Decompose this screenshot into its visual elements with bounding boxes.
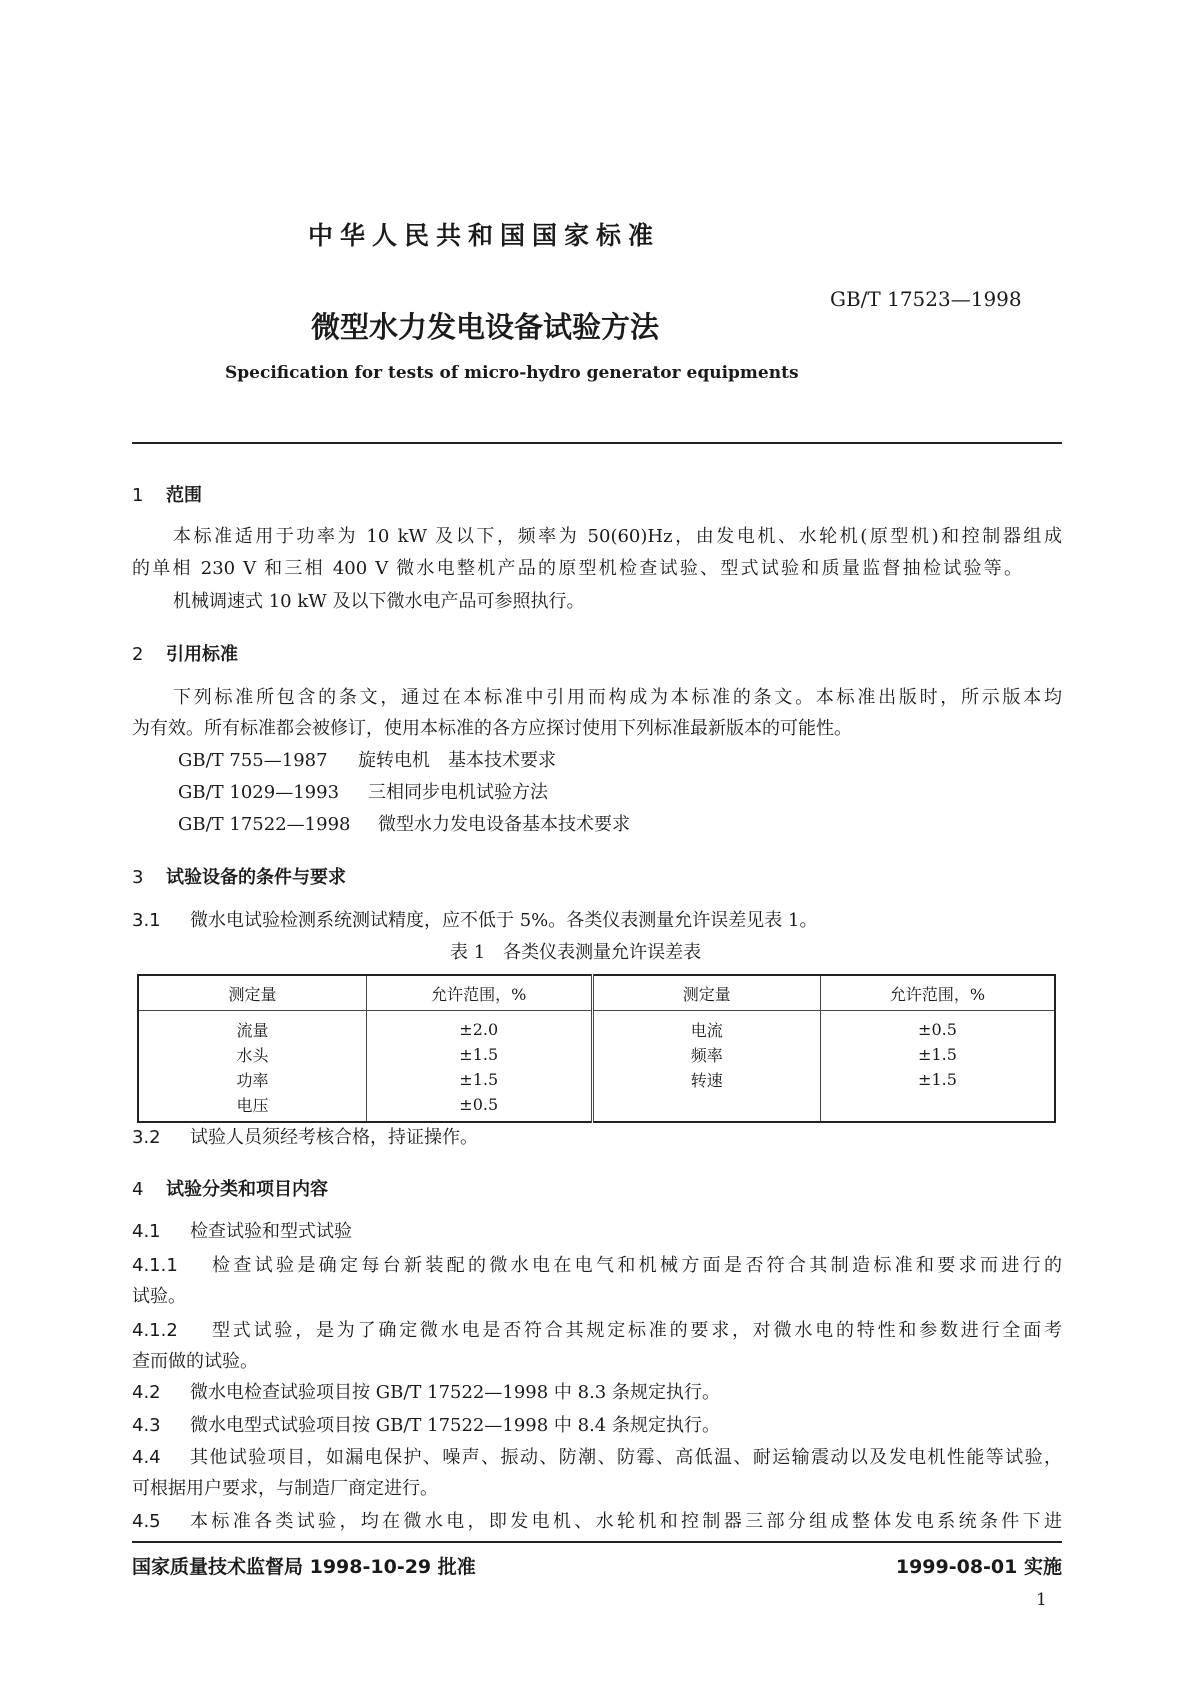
section-3-heading: 3 试验设备的条件与要求 — [132, 867, 346, 888]
table-cell: ±0.5 — [366, 1092, 592, 1122]
paragraph-line: 机械调速式 10 kW 及以下微水电产品可参照执行。 — [173, 591, 585, 612]
clause-3-2: 3.2 试验人员须经考核合格，持证操作。 — [132, 1127, 478, 1148]
table-cell: ±2.0 — [366, 1011, 592, 1043]
page-number: 1 — [1036, 1590, 1047, 1610]
table-cell: ±1.5 — [820, 1042, 1055, 1067]
table-row — [138, 1092, 1055, 1122]
clause-4-5: 4.5 本标准各类试验，均在微水电，即发电机、水轮机和控制器三部分组成整体发电系统条件下进 — [132, 1511, 1062, 1532]
org-title: 中华人民共和国国家标准 — [308, 221, 661, 250]
table-cell: ±1.5 — [820, 1067, 1055, 1092]
table-cell: 频率 — [592, 1042, 820, 1067]
table-cell: 功率 — [236, 1071, 269, 1090]
table-row — [138, 1011, 1055, 1043]
paragraph-line: 的单相 230 V 和三相 400 V 微水电整机产品的原型机检查试验、型式试验和质量监督抽检试验等。 — [132, 558, 1022, 579]
tolerance-table — [137, 974, 1056, 1123]
paragraph-line: 查而做的试验。 — [132, 1351, 258, 1372]
table-header-row — [138, 975, 1055, 1011]
section-2-heading: 2 引用标准 — [132, 644, 238, 665]
reference-item: GB/T 17522—1998 微型水力发电设备基本技术要求 — [178, 814, 630, 835]
table-cell: ±0.5 — [820, 1011, 1055, 1043]
table-cell: ±1.5 — [366, 1042, 592, 1067]
table-caption: 表 1 各类仪表测量允许误差表 — [450, 942, 702, 963]
section-4-heading: 4 试验分类和项目内容 — [132, 1179, 328, 1200]
reference-item: GB/T 1029—1993 三相同步电机试验方法 — [178, 782, 548, 803]
table-row — [138, 1067, 1055, 1092]
table-header-cell: 测定量 — [592, 975, 820, 1011]
clause-4-4: 4.4 其他试验项目，如漏电保护、噪声、振动、防潮、防霉、高低温、耐运输震动以及发电机性能等试验， — [132, 1447, 1062, 1468]
clause-3-1: 3.1 微水电试验检测系统测试精度，应不低于 5%。各类仪表测量允许误差见表 1。 — [132, 910, 818, 931]
table-header-cell: 允许范围，% — [820, 975, 1055, 1011]
paragraph-line: 试验。 — [132, 1286, 186, 1307]
clause-4-2: 4.2 微水电检查试验项目按 GB/T 17522—1998 中 8.3 条规定执行。 — [132, 1382, 720, 1403]
clause-4-1-2: 4.1.2 型式试验，是为了确定微水电是否符合其规定标准的要求，对微水电的特性和参数进行全面考 — [132, 1320, 1062, 1341]
table-row — [138, 1042, 1055, 1067]
table-cell: 流量 — [236, 1021, 269, 1040]
reference-item: GB/T 755—1987 旋转电机 基本技术要求 — [178, 750, 556, 771]
effective-date: 1999-08-01 实施 — [895, 1556, 1062, 1578]
table-cell — [820, 1092, 1055, 1122]
clause-4-1-1: 4.1.1 检查试验是确定每台新装配的微水电在电气和机械方面是否符合其制造标准和要求而进行的 — [132, 1255, 1062, 1276]
footer-rule — [132, 1541, 1062, 1543]
approval-line: 国家质量技术监督局 1998-10-29 批准 — [132, 1556, 476, 1578]
paragraph-line: 本标准适用于功率为 10 kW 及以下，频率为 50(60)Hz，由发电机、水轮机(原型机)和控制器组成 — [173, 526, 1062, 547]
clause-4-3: 4.3 微水电型式试验项目按 GB/T 17522—1998 中 8.4 条规定执行。 — [132, 1415, 720, 1436]
paragraph-line: 可根据用户要求，与制造厂商定进行。 — [132, 1478, 438, 1499]
paragraph-line: 为有效。所有标准都会被修订，使用本标准的各方应探讨使用下列标准最新版本的可能性。 — [132, 718, 852, 739]
title-en: Specification for tests of micro-hydro generator equipments — [225, 363, 799, 383]
paragraph-line: 下列标准所包含的条文，通过在本标准中引用而构成为本标准的条文。本标准出版时，所示版本均 — [173, 687, 1062, 708]
table-cell: 电压 — [236, 1096, 269, 1115]
standard-code: GB/T 17523—1998 — [830, 287, 1022, 311]
table-header-cell: 测定量 — [138, 975, 366, 1011]
header-rule — [132, 442, 1062, 444]
table-cell: 电流 — [592, 1011, 820, 1043]
table-cell: ±1.5 — [366, 1067, 592, 1092]
table-cell — [592, 1092, 820, 1122]
table-cell: 转速 — [592, 1067, 820, 1092]
table-header-cell: 允许范围，% — [366, 975, 592, 1011]
clause-4-1: 4.1 检查试验和型式试验 — [132, 1221, 352, 1242]
section-1-heading: 1 范围 — [132, 485, 202, 506]
table-cell: 水头 — [236, 1046, 269, 1065]
title-cn: 微型水力发电设备试验方法 — [311, 310, 660, 344]
